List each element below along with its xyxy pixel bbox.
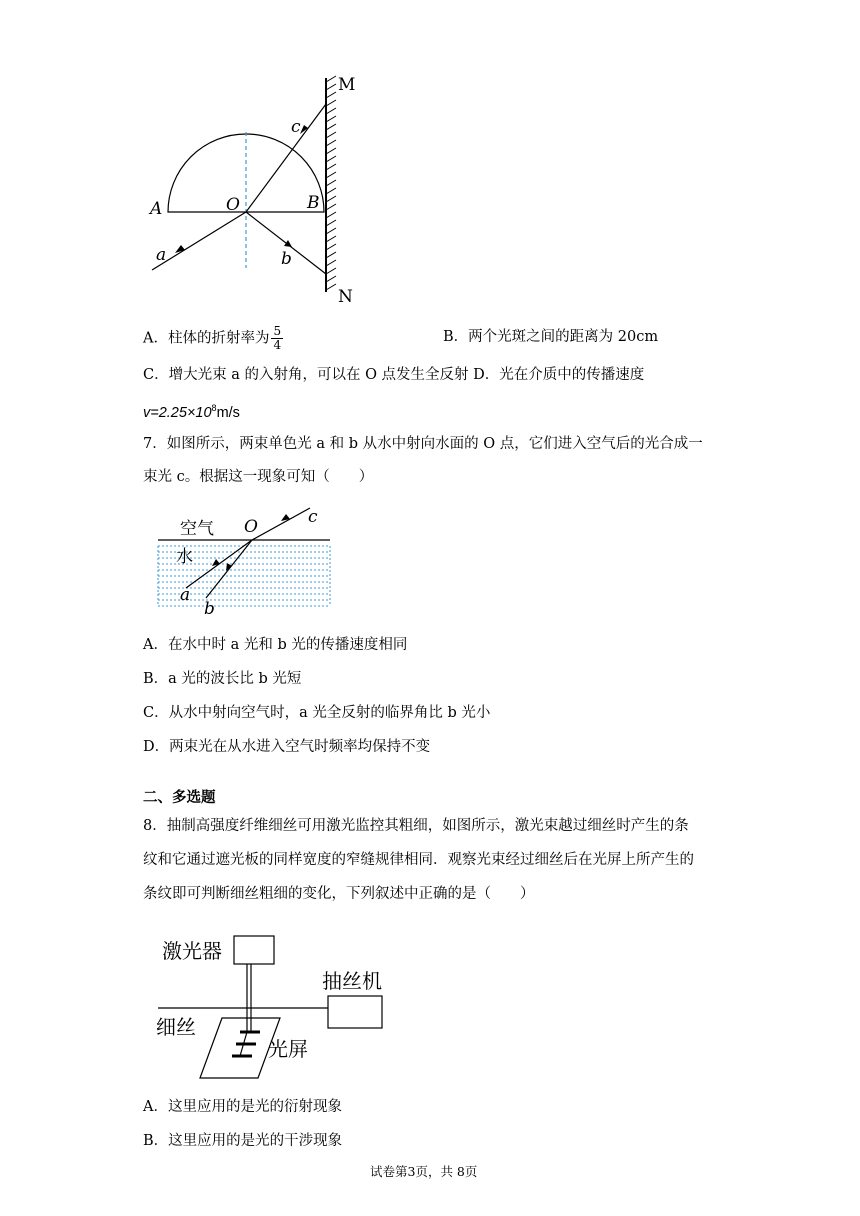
q6-option-d-cont: $v=2.25\times 10^8m/s$ (143, 403, 240, 421)
figure-semicircle-mirror (140, 70, 380, 310)
q8-option-b: B．这里应用的是光的干涉现象 (143, 1133, 343, 1149)
label-screen: 光屏 (268, 1037, 308, 1061)
label-wire: 细丝 (156, 1015, 196, 1039)
q6-option-a: A．柱体的折射率为 $\frac{5}{4}$ (143, 324, 282, 352)
q6-option-c: C．增大光束 a 的入射角，可以在 O 点发生全反射 D．光在介质中的传播速度 (143, 367, 645, 383)
label-A: A (150, 199, 163, 219)
figure-laser-wire (150, 928, 400, 1088)
q6-option-b: B．两个光斑之间的距离为 20cm (443, 329, 659, 345)
label-c: c (291, 117, 301, 137)
q8-option-a: A．这里应用的是光的衍射现象 (143, 1099, 342, 1115)
label-N: N (338, 287, 353, 307)
q8-stem-line2: 纹和它通过遮光板的同样宽度的窄缝规律相同．观察光束经过细丝后在光屏上所产生的 (143, 852, 694, 868)
q7-option-c: C．从水中射向空气时，a 光全反射的临界角比 b 光小 (143, 705, 491, 721)
q7-option-a: A．在水中时 a 光和 b 光的传播速度相同 (143, 637, 408, 653)
q7-stem-line2: 束光 c。根据这一现象可知（ ） (143, 469, 374, 485)
label-a: a (156, 245, 167, 265)
label-air: 空气 (180, 519, 214, 539)
label-c: c (308, 507, 318, 527)
label-b: b (281, 249, 292, 269)
label-M: M (338, 75, 356, 95)
figure-water-air (150, 500, 340, 620)
q8-stem-line1: 8．抽制高强度纤维细丝可用激光监控其粗细，如图所示，激光束越过细丝时产生的条 (143, 818, 689, 834)
label-O: O (244, 517, 258, 537)
label-O: O (226, 195, 240, 215)
section-heading: 二、多选题 (143, 789, 216, 806)
label-a: a (180, 585, 191, 605)
q7-option-d: D．两束光在从水进入空气时频率均保持不变 (143, 739, 431, 755)
page-footer: 试卷第3页，共 8页 (370, 1164, 478, 1179)
q8-stem-line3: 条纹即可判断细丝粗细的变化，下列叙述中正确的是（ ） (143, 886, 535, 902)
label-B: B (307, 193, 320, 213)
fraction: $\frac{5}{4}$ (273, 324, 282, 352)
label-drawer: 抽丝机 (322, 969, 382, 993)
label-laser: 激光器 (162, 939, 222, 963)
label-b: b (204, 599, 215, 619)
q7-option-b: B．a 光的波长比 b 光短 (143, 671, 302, 687)
label-water: 水 (176, 547, 193, 567)
q7-stem-line1: 7．如图所示，两束单色光 a 和 b 从水中射向水面的 O 点，它们进入空气后的光合成一 (143, 436, 703, 452)
